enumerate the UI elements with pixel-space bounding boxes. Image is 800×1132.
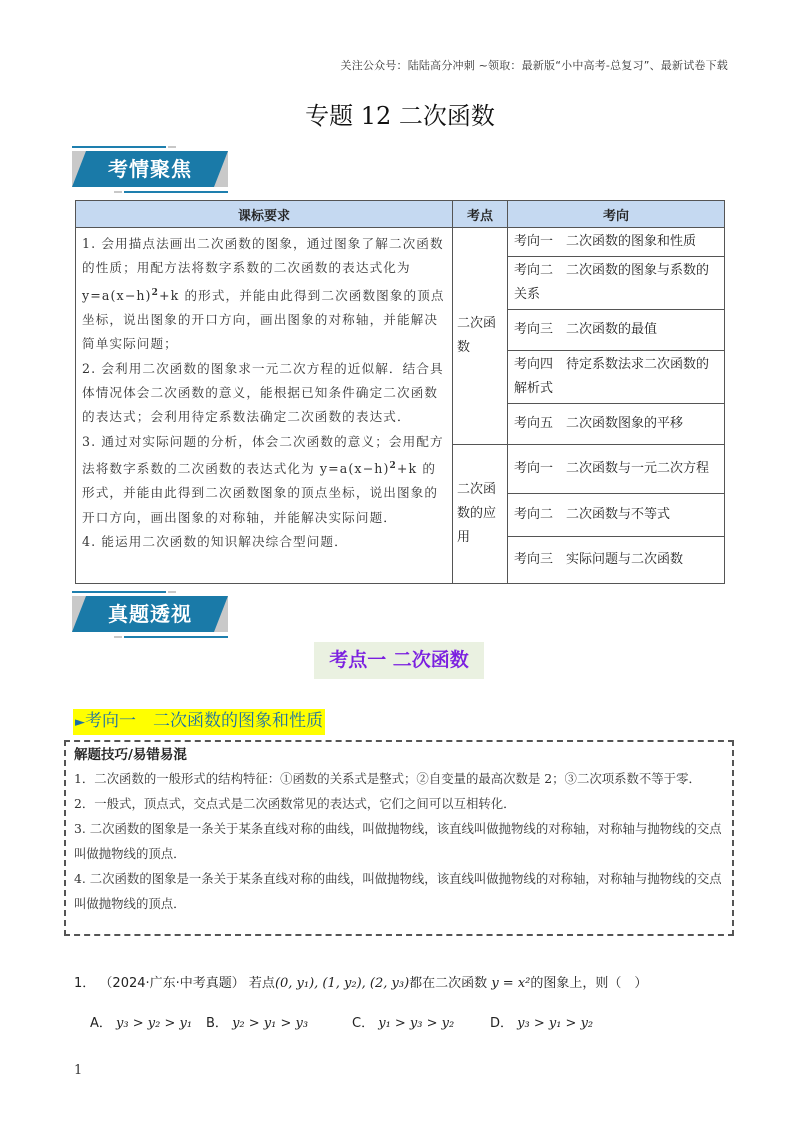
tip-item: 1．二次函数的一般形式的结构特征：①函数的关系式是整式；②自变量的最高次数是 2；③二次项系数不等于零．: [74, 771, 701, 786]
formula: y=a(x−h): [82, 287, 152, 303]
formula-exponent: 2: [151, 287, 159, 298]
requirements-cell: [76, 228, 453, 584]
option-label: C．: [352, 1016, 375, 1031]
direction-cell: 考向四 待定系数法求二次函数的解析式: [508, 351, 725, 404]
direction-cell: 考向一 二次函数与一元二次方程: [508, 445, 725, 494]
option-expr: y₂ > y₁ > y₃: [232, 1016, 309, 1031]
banner-decor-line: [114, 191, 122, 193]
option-a[interactable]: [90, 1012, 192, 1031]
banner-body: [72, 596, 228, 632]
option-label: A．: [90, 1016, 112, 1031]
option-c[interactable]: [352, 1012, 454, 1031]
question-function: y = x²: [491, 976, 531, 991]
tips-title: 解题技巧/易错易混: [74, 747, 187, 763]
direction-cell: 考向一 二次函数的图象和性质: [508, 228, 725, 257]
banner-body: [72, 151, 228, 187]
page-number: 1: [74, 1063, 83, 1078]
option-expr: y₃ > y₂ > y₁: [116, 1016, 193, 1031]
direction-cell: 考向三 实际问题与二次函数: [508, 537, 725, 584]
banner-label: 真题透视: [108, 602, 192, 626]
requirement-text: 2. 会利用二次函数的图象求一元二次方程的近似解．结合具体情况体会二次函数的意义，能根据已知条件确定二次函数的表达式；会利用待定系数法确定二次函数的表达式．: [82, 360, 444, 425]
section-banner-real-exam: [72, 591, 228, 639]
option-label: B．: [206, 1016, 228, 1031]
tip-item: 2．一般式，顶点式，交点式是二次函数常见的表达式，它们之间可以互相转化．: [74, 796, 516, 811]
option-expr: y₁ > y₃ > y₂: [378, 1016, 455, 1031]
table-header-row: [76, 201, 725, 228]
banner-decor-line: [72, 146, 166, 148]
question-1: [74, 972, 647, 991]
question-text: 都在二次函数: [409, 976, 488, 991]
banner-decor-line: [124, 191, 228, 193]
option-label: D．: [490, 1016, 514, 1031]
banner-decor-line: [168, 591, 176, 593]
header-direction: 考向: [508, 201, 725, 228]
question-text: 的图象上，则（ ）: [530, 976, 648, 991]
question-text: 若点: [248, 976, 275, 991]
direction-cell: 考向五 二次函数图象的平移: [508, 404, 725, 445]
option-b[interactable]: [206, 1012, 308, 1031]
tip-item: 3. 二次函数的图象是一条关于某条直线对称的曲线，叫做抛物线，该直线叫做抛物线的对称轴，对称轴与抛物线的交点叫做抛物线的顶点．: [74, 821, 722, 861]
formula-exponent: 2: [389, 460, 397, 471]
curriculum-table: [75, 200, 725, 584]
kaodian-title: 考点一 二次函数: [314, 642, 484, 679]
direction-heading: [73, 709, 325, 735]
formula: y=a(x−h): [319, 461, 390, 477]
requirement-text: 4. 能运用二次函数的知识解决综合型问题．: [82, 533, 348, 549]
option-expr: y₃ > y₁ > y₂: [517, 1016, 594, 1031]
requirement-text: 1. 会用描点法画出二次函数的图象，通过图象了解二次函数的性质；用配方法将数字系数的二次函数的表达式化为: [82, 236, 444, 276]
question-source: （2024·广东·中考真题）: [99, 976, 245, 991]
question-points: (0, y₁), (1, y₂), (2, y₃): [274, 976, 410, 991]
question-number: 1．: [74, 976, 96, 991]
banner-decor-line: [124, 636, 228, 638]
table-row: [76, 228, 725, 257]
direction-cell: 考向三 二次函数的最值: [508, 310, 725, 351]
banner-decor-line: [72, 591, 166, 593]
section-banner-focus: [72, 146, 228, 194]
header-requirements: 课标要求: [76, 201, 453, 228]
tips-box: [64, 740, 734, 936]
page-title: 专题 12 二次函数: [305, 102, 495, 130]
header-note: 关注公众号：陆陆高分冲刺 ~领取：最新版“小中高考-总复习”、最新试卷下载: [340, 59, 728, 72]
banner-decor-line: [114, 636, 122, 638]
point-cell: 二次函数的应用: [453, 445, 508, 584]
banner-label: 考情聚焦: [108, 157, 192, 181]
point-cell: 二次函数: [453, 228, 508, 445]
direction-cell: 考向二 二次函数的图象与系数的关系: [508, 257, 725, 310]
header-point: 考点: [453, 201, 508, 228]
option-d[interactable]: [490, 1012, 593, 1031]
tip-item: 4. 二次函数的图象是一条关于某条直线对称的曲线，叫做抛物线，该直线叫做抛物线的对称轴，对称轴与抛物线的交点叫做抛物线的顶点．: [74, 871, 722, 911]
direction-heading-text: 考向一 二次函数的图象和性质: [85, 711, 323, 731]
banner-decor-line: [168, 146, 176, 148]
direction-cell: 考向二 二次函数与不等式: [508, 494, 725, 537]
triangle-right-icon: ►: [75, 715, 85, 730]
requirement-text: +k 的形式，并能由此得到二次函数图象的顶点坐标，说出图象的开口方向，画出图象的对称轴，并能解决简单实际问题；: [82, 287, 445, 352]
requirement-text: +k 的形式，并能由此得到二次函数图象的顶点坐标，说出图象的开口方向，画出图象的对称轴，并能解决实际问题．: [82, 461, 439, 525]
requirement-text: 3. 通过对实际问题的分析，体会二次函数的意义；会用配方法将数字系数的二次函数的表达式化为: [82, 433, 444, 477]
